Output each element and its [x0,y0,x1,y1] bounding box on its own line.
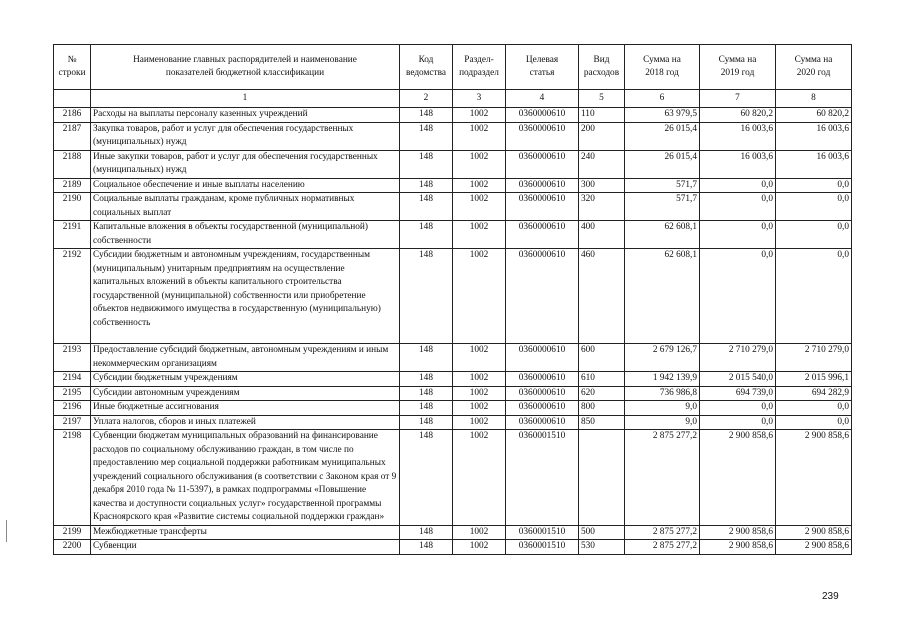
department-code: 148 [400,525,453,540]
section-code: 1002 [453,150,506,178]
sum-2019: 0,0 [700,401,776,416]
row-number: 2192 [54,249,91,344]
expense-kind: 400 [579,221,625,249]
row-number: 2188 [54,150,91,178]
table-body [54,108,852,555]
expense-kind: 240 [579,150,625,178]
sum-2020: 2 900 858,6 [776,540,852,555]
department-code: 148 [400,193,453,221]
sum-2018: 2 875 277,2 [625,430,700,526]
table-row [54,150,852,178]
section-code: 1002 [453,525,506,540]
table-row [54,108,852,123]
expense-kind [579,430,625,526]
target-article: 0360000610 [506,108,579,123]
expense-kind: 800 [579,401,625,416]
table-row [54,372,852,387]
department-code: 148 [400,249,453,344]
target-article: 0360001510 [506,430,579,526]
sum-2020: 2 015 996,1 [776,372,852,387]
row-number: 2186 [54,108,91,123]
row-number: 2191 [54,221,91,249]
row-name: Субвенции бюджетам муниципальных образований на финансирование расходов по социальному обслуживанию граждан, в том числе по предоставлению мер социальной поддержки работникам муниципальных учреждений социального обслуживания (в соответствии с Законом края от 9 декабря 2010 года № 11-5397), в рамках подпрограммы «Повышение качества и доступности социальных услуг» государственной программы Красноярского края «Развитие системы социальной поддержки граждан» [91,430,400,526]
row-name: Закупка товаров, работ и услуг для обеспечения государственных (муниципальных) нужд [91,122,400,150]
row-name: Расходы на выплаты персоналу казенных учреждений [91,108,400,123]
department-code: 148 [400,372,453,387]
sum-2019: 0,0 [700,249,776,344]
sum-2020: 2 710 279,0 [776,344,852,372]
department-code: 148 [400,344,453,372]
table-row [54,401,852,416]
sum-2020: 2 900 858,6 [776,430,852,526]
row-number: 2196 [54,401,91,416]
department-code: 148 [400,122,453,150]
row-number: 2190 [54,193,91,221]
row-name: Капитальные вложения в объекты государственной (муниципальной) собственности [91,221,400,249]
expense-kind: 850 [579,415,625,430]
sum-2019: 2 900 858,6 [700,525,776,540]
sum-2019: 2 900 858,6 [700,540,776,555]
header-target-article: Целевая статья [506,45,579,90]
table-header-row [54,45,852,90]
header-name: Наименование главных распорядителей и наименование показателей бюджетной классификации [91,45,400,90]
budget-table [53,44,852,555]
expense-kind: 530 [579,540,625,555]
table-row [54,386,852,401]
sum-2018: 571,7 [625,178,700,193]
target-article: 0360000610 [506,178,579,193]
row-name: Субсидии бюджетным и автономным учреждениям, государственным (муниципальным) унитарным предприятиям на осуществление капитальных вложений в объекты капитального строительства государственной (муниципальной) собственности или приобретение объектов недвижимого имущества в государственную (муниципальную) собственность [91,249,400,344]
section-code: 1002 [453,108,506,123]
table-row [54,122,852,150]
sum-2019: 0,0 [700,178,776,193]
target-article: 0360000610 [506,401,579,416]
target-article: 0360000610 [506,221,579,249]
sum-2020: 2 900 858,6 [776,525,852,540]
row-number: 2198 [54,430,91,526]
department-code: 148 [400,386,453,401]
row-number: 2187 [54,122,91,150]
row-number: 2197 [54,415,91,430]
expense-kind: 620 [579,386,625,401]
target-article: 0360000610 [506,249,579,344]
target-article: 0360001510 [506,525,579,540]
section-code: 1002 [453,386,506,401]
department-code: 148 [400,415,453,430]
target-article: 0360000610 [506,372,579,387]
department-code: 148 [400,221,453,249]
expense-kind: 320 [579,193,625,221]
row-name: Иные бюджетные ассигнования [91,401,400,416]
margin-mark [6,520,7,542]
column-number-row [54,90,852,108]
header-section: Раздел- подраздел [453,45,506,90]
department-code: 148 [400,178,453,193]
sum-2019: 694 739,0 [700,386,776,401]
department-code: 148 [400,540,453,555]
sum-2018: 736 986,8 [625,386,700,401]
row-number: 2195 [54,386,91,401]
target-article: 0360000610 [506,193,579,221]
department-code: 148 [400,108,453,123]
sum-2020: 0,0 [776,249,852,344]
sum-2020: 0,0 [776,193,852,221]
expense-kind: 110 [579,108,625,123]
sum-2018: 62 608,1 [625,249,700,344]
section-code: 1002 [453,401,506,416]
column-number: 7 [700,90,776,108]
row-name: Субсидии бюджетным учреждениям [91,372,400,387]
header-expense-kind: Вид расходов [579,45,625,90]
sum-2018: 571,7 [625,193,700,221]
sum-2019: 2 015 540,0 [700,372,776,387]
header-sum-2020: Сумма на 2020 год [776,45,852,90]
sum-2019: 16 003,6 [700,150,776,178]
sum-2020: 0,0 [776,401,852,416]
target-article: 0360000610 [506,150,579,178]
sum-2019: 2 710 279,0 [700,344,776,372]
expense-kind: 610 [579,372,625,387]
section-code: 1002 [453,193,506,221]
column-number: 2 [400,90,453,108]
row-name: Межбюджетные трансферты [91,525,400,540]
row-number: 2193 [54,344,91,372]
sum-2019: 0,0 [700,415,776,430]
header-sum-2018: Сумма на 2018 год [625,45,700,90]
sum-2018: 2 875 277,2 [625,540,700,555]
expense-kind: 460 [579,249,625,344]
sum-2018: 62 608,1 [625,221,700,249]
sum-2018: 63 979,5 [625,108,700,123]
sum-2020: 60 820,2 [776,108,852,123]
sum-2020: 0,0 [776,221,852,249]
sum-2020: 694 282,9 [776,386,852,401]
column-number: 1 [91,90,400,108]
column-number: 5 [579,90,625,108]
sum-2020: 16 003,6 [776,122,852,150]
sum-2019: 0,0 [700,193,776,221]
table-row [54,430,852,526]
sum-2018: 9,0 [625,415,700,430]
column-number: 4 [506,90,579,108]
sum-2019: 16 003,6 [700,122,776,150]
sum-2020: 0,0 [776,415,852,430]
table-row [54,344,852,372]
section-code: 1002 [453,430,506,526]
row-number: 2189 [54,178,91,193]
department-code: 148 [400,430,453,526]
section-code: 1002 [453,249,506,344]
section-code: 1002 [453,221,506,249]
department-code: 148 [400,401,453,416]
row-name: Иные закупки товаров, работ и услуг для обеспечения государственных (муниципальных) нужд [91,150,400,178]
column-number: 3 [453,90,506,108]
table-row [54,221,852,249]
row-name: Уплата налогов, сборов и иных платежей [91,415,400,430]
section-code: 1002 [453,178,506,193]
section-code: 1002 [453,372,506,387]
expense-kind: 600 [579,344,625,372]
page-number: 239 [822,591,839,602]
sum-2019: 2 900 858,6 [700,430,776,526]
table-row [54,415,852,430]
table-row [54,525,852,540]
sum-2020: 16 003,6 [776,150,852,178]
sum-2018: 26 015,4 [625,122,700,150]
column-number: 8 [776,90,852,108]
sum-2020: 0,0 [776,178,852,193]
column-number: 6 [625,90,700,108]
row-number: 2200 [54,540,91,555]
row-name: Субсидии автономным учреждениям [91,386,400,401]
sum-2019: 60 820,2 [700,108,776,123]
sum-2018: 26 015,4 [625,150,700,178]
row-name: Социальные выплаты гражданам, кроме публичных нормативных социальных выплат [91,193,400,221]
sum-2018: 9,0 [625,401,700,416]
row-number: 2199 [54,525,91,540]
table-row [54,249,852,344]
table-row [54,178,852,193]
document-page [53,44,852,555]
sum-2018: 2 679 126,7 [625,344,700,372]
sum-2018: 2 875 277,2 [625,525,700,540]
row-name: Субвенции [91,540,400,555]
table-row [54,540,852,555]
expense-kind: 500 [579,525,625,540]
target-article: 0360000610 [506,386,579,401]
row-name: Предоставление субсидий бюджетным, автономным учреждениям и иным некоммерческим организациям [91,344,400,372]
target-article: 0360001510 [506,540,579,555]
header-row-number: № строки [54,45,91,90]
section-code: 1002 [453,415,506,430]
expense-kind: 200 [579,122,625,150]
target-article: 0360000610 [506,122,579,150]
target-article: 0360000610 [506,415,579,430]
target-article: 0360000610 [506,344,579,372]
sum-2019: 0,0 [700,221,776,249]
section-code: 1002 [453,540,506,555]
header-sum-2019: Сумма на 2019 год [700,45,776,90]
sum-2018: 1 942 139,9 [625,372,700,387]
department-code: 148 [400,150,453,178]
expense-kind: 300 [579,178,625,193]
row-number: 2194 [54,372,91,387]
column-number [54,90,91,108]
row-name: Социальное обеспечение и иные выплаты населению [91,178,400,193]
section-code: 1002 [453,344,506,372]
table-row [54,193,852,221]
header-department-code: Код ведомства [400,45,453,90]
section-code: 1002 [453,122,506,150]
